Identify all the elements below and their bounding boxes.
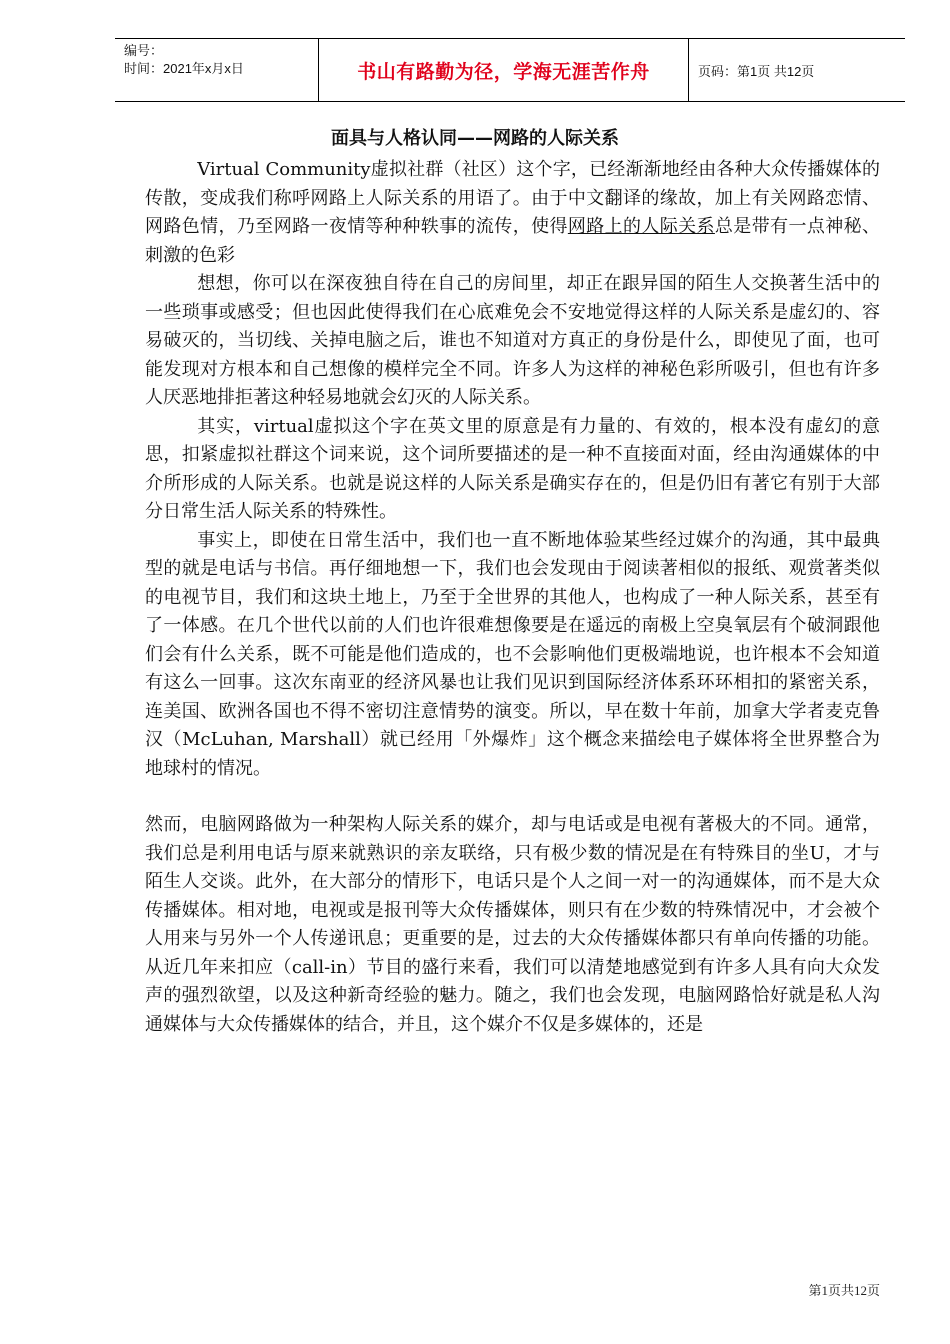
header-motto: 书山有路勤为径，学海无涯苦作舟 <box>318 39 689 101</box>
paragraph-3: 其实，virtual虚拟这个字在英文里的原意是有力量的、有效的，根本没有虚幻的意思，扣紧虚拟社群这个词来说，这个词所要描述的是一种不直接面对面，经由沟通媒体的中介所形成的人际关系。也就是说这样的人际关系是确实存在的，但是仍旧有著它有别于大部分日常生活人际关系的特殊性。 <box>145 415 880 522</box>
document-title: 面具与人格认同——网路的人际关系 <box>331 128 619 149</box>
doc-time-label: 时间：2021年x月x日 <box>124 61 244 76</box>
paragraph-2: 想想，你可以在深夜独自待在自己的房间里，却正在跟异国的陌生人交换著生活中的一些琐事或感受；但也因此使得我们在心底难免会不安地觉得这样的人际关系是虚幻的、容易破灭的，当切线、关掉电脑之后，谁也不知道对方真正的身份是什么，即使见了面，也可能发现对方根本和自己想像的模样完全不同。许多人为这样的神秘色彩所吸引，但也有许多人厌恶地排拒著这种轻易地就会幻灭的人际关系。 <box>145 273 880 408</box>
paragraph-1-tail: 总是带有一点神秘、刺激的色彩 <box>145 216 880 266</box>
header-page-label: 页码：第1页 共12页 <box>698 63 815 79</box>
paragraph-1 <box>145 156 880 270</box>
paragraph-1-text: Virtual Community虚拟社群（社区）这个字，已经渐渐地经由各种大众传播媒体的传散，变成我们称呼网路上人际关系的用语了。由于中文翻译的缘故，加上有关网路恋情、网路色情，乃至网路一夜情等种种轶事的流传，使得 <box>145 159 880 237</box>
doc-number-label: 编号： <box>124 43 164 58</box>
page-header <box>115 38 905 102</box>
document-body <box>145 156 880 1039</box>
page-footer: 第1页共12页 <box>808 1283 880 1298</box>
paragraph-5: 然而，电脑网路做为一种架构人际关系的媒介，却与电话或是电视有著极大的不同。通常，我们总是利用电话与原来就熟识的亲友联络，只有极少数的情况是在有特殊目的坐U，才与陌生人交谈。此外，在大部分的情形下，电话只是个人之间一对一的沟通媒体，而不是大众传播媒体。相对地，电视或是报刊等大众传播媒体，则只有在少数的特殊情况中，才会被个人用来与另外一个人传递讯息；更重要的是，过去的大众传播媒体都只有单向传播的功能。从近几年来扣应（call-in）节目的盛行来看，我们可以清楚地感觉到有许多人具有向大众发声的强烈欲望，以及这种新奇经验的魅力。随之，我们也会发现，电脑网路恰好就是私人沟通媒体与大众传播媒体的结合，并且，这个媒介不仅是多媒体的，还是 <box>145 814 880 1035</box>
paragraph-spacer <box>145 783 880 811</box>
paragraph-4: 事实上，即使在日常生活中，我们也一直不断地体验某些经过媒介的沟通，其中最典型的就是电话与书信。再仔细地想一下，我们也会发现由于阅读著相似的报纸、观赏著类似的电视节目，我们和这块土地上，乃至于全世界的其他人，也构成了一种人际关系，甚至有了一体感。在几个世代以前的人们也许很难想像要是在遥远的南极上空臭氧层有个破洞跟他们会有什么关系，既不可能是他们造成的，也不会影响他们更极端地说，也许根本不会知道有这么一回事。这次东南亚的经济风暴也让我们见识到国际经济体系环环相扣的紧密关系，连美国、欧洲各国也不得不密切注意情势的演变。所以，早在数十年前，加拿大学者麦克鲁汉（McLuhan, Marshall）就已经用「外爆炸」这个概念来描绘电子媒体将全世界整合为地球村的情况。 <box>145 529 880 779</box>
header-meta <box>115 39 318 101</box>
inline-link[interactable]: 网路上的人际关系 <box>567 216 715 237</box>
